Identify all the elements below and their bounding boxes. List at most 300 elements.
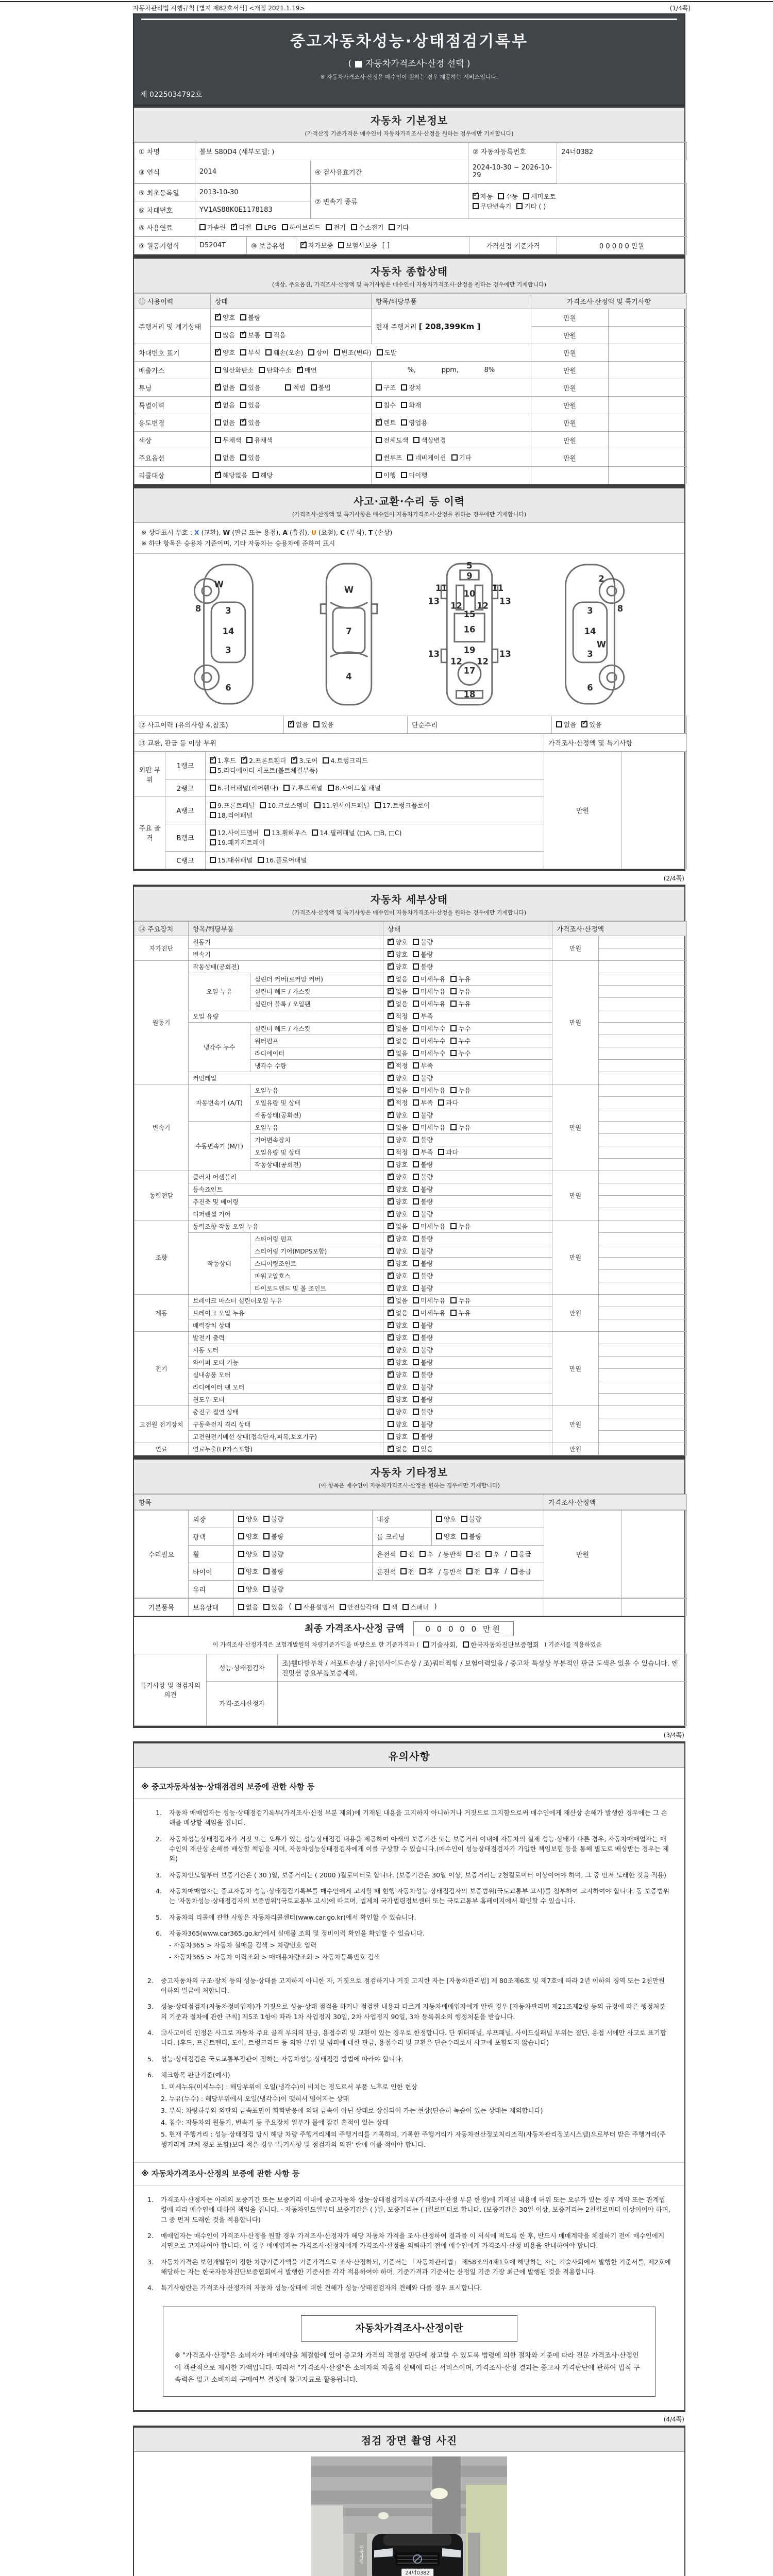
state-options (383, 1010, 552, 1022)
checkbox-전체도색[interactable] (376, 435, 408, 445)
checkbox-불량[interactable] (413, 1172, 433, 1181)
unchecked-box-icon (388, 1421, 394, 1427)
checkbox-유채색[interactable] (246, 435, 273, 445)
checkbox-누수[interactable] (450, 1024, 470, 1033)
checkbox-불량[interactable] (413, 962, 433, 971)
checkbox-양호[interactable] (388, 1419, 408, 1429)
checkbox-group (215, 418, 265, 427)
checkbox-불량[interactable] (413, 1259, 433, 1268)
checkbox-불량[interactable] (413, 1432, 433, 1441)
checkbox-구조[interactable] (376, 383, 396, 392)
checkbox-6.쿼터패널(리어휀다)[interactable] (210, 783, 278, 792)
checkbox-group (215, 330, 291, 340)
checkbox-불량[interactable] (263, 1514, 283, 1523)
unchecked-box-icon (264, 829, 270, 836)
unchecked-box-icon (511, 1568, 517, 1574)
checkbox-label: 화재 (409, 401, 422, 409)
checkbox-있음[interactable] (240, 418, 260, 427)
checkbox-일산화탄소[interactable] (215, 365, 254, 375)
section-notice (133, 1741, 685, 2413)
device-label: 전기 (135, 1331, 189, 1405)
checkbox-양호[interactable] (388, 1283, 408, 1293)
checkbox-양호[interactable] (388, 1184, 408, 1194)
field-label: ① 차명 (135, 143, 195, 160)
checkbox-없음[interactable] (388, 974, 408, 984)
checkbox-3.도어[interactable] (291, 756, 317, 765)
cell (234, 1510, 373, 1528)
checkbox-과다[interactable] (438, 1147, 458, 1157)
checkbox-렌트[interactable] (376, 418, 396, 427)
checkbox-과다[interactable] (438, 1098, 458, 1107)
checkbox-없음[interactable] (215, 453, 235, 462)
field-value: 볼보 S80D4 (세부모델: ) (195, 143, 468, 160)
checkbox-불량[interactable] (413, 1184, 433, 1194)
checkbox-매연[interactable] (297, 365, 317, 375)
state-options (383, 1257, 552, 1269)
checkbox-불량[interactable] (413, 1345, 433, 1354)
checkbox-침수[interactable] (376, 400, 396, 410)
element (161, 2257, 671, 2277)
checkbox-부족[interactable] (413, 1098, 433, 1107)
checkbox-양호[interactable] (388, 1395, 408, 1404)
checkbox-보험사보증[interactable] (338, 241, 377, 250)
checkbox-없음[interactable] (388, 1444, 408, 1453)
checkbox-불량[interactable] (413, 950, 433, 959)
checkbox-해당[interactable] (253, 470, 273, 480)
checkbox-적정[interactable] (388, 1098, 408, 1107)
checkbox-label: 양호 (395, 1272, 408, 1280)
checkbox-전[interactable] (466, 1549, 480, 1558)
checkbox-전[interactable] (400, 1549, 414, 1558)
checkbox-양호[interactable] (436, 1532, 456, 1541)
checkbox-label: 없음 (395, 1223, 408, 1230)
checkbox-없음[interactable] (388, 1024, 408, 1033)
checkbox-무단변속기[interactable] (473, 201, 511, 211)
checkbox-디젤[interactable] (231, 223, 251, 232)
checkbox-미세누유[interactable] (413, 974, 445, 984)
checkbox-양호[interactable] (388, 1197, 408, 1206)
unchecked-box-icon (240, 454, 246, 461)
checkbox-불량[interactable] (263, 1549, 283, 1558)
diagram-mark-8: 8 (195, 603, 201, 614)
element: 가격조사·산정자는 아래의 보증기간 또는 보증거리 이내에 중고자동차 성능·상태점검기록부(가격조사·산정 부분 한정)에 기재된 내용에 허위 또는 오류가 있는 경우 계약 또는 관계법령에 따라 매수인에 대하여 책임을 집니다. · 자동차인도일부터 보증기간은 ( )일, 보증거리는 ( )킬로미터로 합니다. (보증기간은 30일 이상, 보증거리는 2천킬로미터 이상이어야 하며, 그 중 먼저 도래한 것을 적용합니다) (161, 2195, 670, 2224)
checkbox-미세누유[interactable] (413, 1308, 445, 1317)
checkbox-무채색[interactable] (215, 435, 241, 445)
checkbox-양호[interactable] (388, 1407, 408, 1416)
checkbox-19.패키지트레이[interactable] (210, 838, 265, 847)
checkbox-1.후드[interactable] (210, 756, 236, 765)
checkbox-불량[interactable] (413, 1358, 433, 1367)
checkbox-있음[interactable] (240, 383, 260, 392)
checked-box-icon (388, 1174, 394, 1180)
checkbox-양호[interactable] (388, 1110, 408, 1120)
checkbox-누유[interactable] (450, 974, 470, 984)
checkbox-양호[interactable] (388, 950, 408, 959)
checkbox-없음[interactable] (388, 1048, 408, 1058)
cell: 만원 (531, 362, 609, 379)
element (161, 2231, 671, 2251)
unchecked-box-icon (413, 951, 419, 957)
element (210, 756, 540, 766)
checkbox-label: 미세누수 (421, 1049, 446, 1057)
checkbox-group (376, 418, 432, 427)
checkbox-양호[interactable] (388, 1160, 408, 1169)
checkbox-양호[interactable] (388, 1370, 408, 1379)
item-label: 타이어 (189, 1563, 234, 1580)
checkbox-미세누유[interactable] (413, 999, 445, 1008)
checkbox-label: 없음 (395, 1309, 408, 1317)
checkbox-부족[interactable] (413, 1147, 433, 1157)
checkbox-양호[interactable] (388, 1333, 408, 1342)
checkbox-양호[interactable] (238, 1549, 258, 1558)
checkbox-탄화수소[interactable] (259, 365, 291, 375)
checkbox-12.사이드멤버[interactable] (210, 828, 259, 837)
checkbox-누유[interactable] (450, 1222, 470, 1231)
checkbox-불량[interactable] (413, 1382, 433, 1392)
checkbox-자동[interactable] (473, 192, 493, 201)
checked-box-icon (388, 1310, 394, 1316)
checkbox-기타[interactable] (451, 453, 472, 462)
checkbox-group (388, 1308, 476, 1317)
checkbox-색상변경[interactable] (413, 435, 446, 445)
checkbox-누수[interactable] (450, 1048, 470, 1058)
checkbox-15.대쉬패널[interactable] (210, 855, 253, 865)
checkbox-전[interactable] (400, 1567, 414, 1576)
checkbox-있음[interactable] (313, 720, 333, 729)
checkbox-훼손(오손)[interactable] (265, 348, 303, 357)
legend-code: A (282, 529, 288, 536)
checkbox-label: 불량 (421, 1433, 433, 1440)
unchecked-box-icon (413, 1433, 419, 1439)
checkbox-없음[interactable] (215, 418, 235, 427)
checkbox-group (485, 1549, 505, 1558)
checkbox-도말[interactable] (377, 348, 397, 357)
checkbox-미세누수[interactable] (413, 1024, 445, 1033)
checkbox-있음[interactable] (263, 1602, 283, 1612)
checkbox-잭[interactable] (383, 1602, 397, 1612)
checkbox-적법[interactable] (285, 383, 305, 392)
checkbox-불량[interactable] (413, 1073, 433, 1082)
checkbox-label: 있음 (248, 384, 261, 392)
checkbox-없음[interactable] (388, 999, 408, 1008)
checkbox-4.트렁크리드[interactable] (323, 756, 367, 765)
checkbox-없음[interactable] (288, 720, 308, 729)
cell (599, 985, 687, 997)
rank-parts (206, 796, 544, 824)
checkbox-label: 디젤 (239, 224, 251, 231)
checkbox-label: 스패너 (410, 1603, 429, 1611)
checkbox-적정[interactable] (388, 1061, 408, 1070)
cell (211, 344, 531, 362)
checkbox-label: 보통 (248, 331, 261, 339)
checkbox-썬루프[interactable] (376, 453, 402, 462)
checkbox-부족[interactable] (413, 1011, 433, 1021)
checkbox-불량[interactable] (413, 1209, 433, 1218)
checkbox-화재[interactable] (401, 400, 421, 410)
checkbox-불량[interactable] (263, 1584, 283, 1594)
checkbox-10.크로스멤버[interactable] (260, 801, 309, 810)
checkbox-불량[interactable] (240, 313, 260, 322)
checkbox-양호[interactable] (388, 1271, 408, 1280)
checkbox-불량[interactable] (413, 1370, 433, 1379)
checkbox-양호[interactable] (388, 1382, 408, 1392)
unchecked-box-icon (450, 1223, 457, 1229)
checkbox-수소전기[interactable] (351, 223, 383, 232)
checkbox-영업용[interactable] (401, 418, 427, 427)
unchecked-box-icon (389, 224, 395, 230)
checkbox-수동[interactable] (498, 192, 518, 201)
unchecked-box-icon (413, 1235, 419, 1242)
checkbox-불량[interactable] (413, 1110, 433, 1120)
checkbox-후[interactable] (419, 1549, 433, 1558)
cell: 가격조사·산정액 (544, 1494, 687, 1510)
checkbox-미세누유[interactable] (413, 1222, 445, 1231)
checkbox-불량[interactable] (413, 937, 433, 946)
checkbox-변조(변타)[interactable] (334, 348, 372, 357)
unchecked-box-icon (199, 224, 206, 230)
checkbox-한국자동차진단보증협회[interactable] (463, 1640, 539, 1649)
checkbox-기술사회,[interactable] (423, 1640, 458, 1649)
checkbox-불량[interactable] (413, 1234, 433, 1243)
checkbox-미이행[interactable] (401, 470, 427, 480)
checkbox-없음[interactable] (556, 720, 576, 729)
checkbox-없음[interactable] (388, 1086, 408, 1095)
unchecked-box-icon (401, 419, 407, 426)
checkbox-group (238, 1602, 263, 1612)
checkbox-없음[interactable] (388, 1036, 408, 1045)
device-label: 원동기 (135, 960, 189, 1084)
checkbox-양호[interactable] (388, 1172, 408, 1181)
checkbox-불량[interactable] (413, 1246, 433, 1256)
checkbox-5.라디에이터 서포트(볼트체결부품)[interactable] (210, 766, 318, 775)
checkbox-label: 후 (427, 1568, 433, 1575)
checkbox-불량[interactable] (413, 1419, 433, 1429)
checkbox-양호[interactable] (388, 1234, 408, 1243)
checkbox-해당없음[interactable] (215, 470, 247, 480)
checkbox-없음[interactable] (238, 1602, 258, 1612)
element: 매매업자는 매수인이 가격조사·산정을 원할 경우 가격조사·산정자가 해당 자동차 가격을 조사·산정하여 결과를 이 서식에 적도록 한 후, 반드시 매매계약을 체결하기 전에 매수인에게 서면으로 고지하여야 합니다. 이 경우 매매업자는 가격조사·산정자에게 가격조사·산정을 의뢰하기 전에 매수인에게 가격조사·산정 비용을 안내하여야 합니다. (161, 2231, 664, 2250)
checkbox-가솔린[interactable] (199, 223, 226, 232)
checkbox-7.루프패널[interactable] (283, 783, 322, 792)
cell: ⑬ 교환, 판금 등 이상 부위 (135, 734, 544, 751)
checkbox-없음[interactable] (215, 400, 235, 410)
checkbox-양호[interactable] (388, 1135, 408, 1144)
checkbox-label: 15.대쉬패널 (217, 856, 253, 864)
checkbox-없음[interactable] (388, 1123, 408, 1132)
checkbox-양호[interactable] (388, 1209, 408, 1218)
checkbox-group (210, 838, 270, 847)
checkbox-적정[interactable] (388, 1011, 408, 1021)
checkbox-없음[interactable] (388, 1222, 408, 1231)
checked-box-icon (388, 1285, 394, 1291)
unchecked-box-icon (376, 402, 382, 408)
checkbox-label: 불량 (421, 1284, 433, 1292)
checkbox-양호[interactable] (388, 937, 408, 946)
checkbox-전기[interactable] (326, 223, 346, 232)
checkbox-label: 양호 (395, 1334, 408, 1342)
checkbox-label: 없음 (395, 1445, 408, 1453)
checkbox-응급[interactable] (511, 1549, 531, 1558)
checkbox-16.플로어패널[interactable] (258, 855, 307, 865)
checkbox-양호[interactable] (388, 962, 408, 971)
checkbox-없음[interactable] (388, 987, 408, 996)
checkbox-양호[interactable] (238, 1532, 258, 1541)
checkbox-양호[interactable] (215, 313, 235, 322)
checkbox-누유[interactable] (450, 1123, 470, 1132)
checkbox-많음[interactable] (215, 330, 235, 340)
checkbox-8.사이드실 패널[interactable] (328, 783, 381, 792)
checkbox-미세누유[interactable] (413, 1296, 445, 1305)
checkbox-양호[interactable] (388, 1073, 408, 1082)
checked-box-icon (288, 721, 294, 727)
checkbox-있음[interactable] (240, 400, 260, 410)
checkbox-미세누유[interactable] (413, 1123, 445, 1132)
checkbox-미세누유[interactable] (413, 987, 445, 996)
checkbox-양호[interactable] (388, 1345, 408, 1354)
checkbox-불량[interactable] (263, 1567, 283, 1576)
warranty-options (296, 237, 469, 255)
checkbox-있음[interactable] (581, 720, 601, 729)
checkbox-누유[interactable] (450, 1086, 470, 1095)
token-text: [ ] (382, 241, 390, 249)
checkbox-불법[interactable] (311, 383, 331, 392)
checkbox-후[interactable] (419, 1567, 433, 1576)
checkbox-불량[interactable] (413, 1283, 433, 1293)
checkbox-양호[interactable] (215, 348, 235, 357)
checked-box-icon (388, 1273, 394, 1279)
checkbox-자가보증[interactable] (300, 241, 333, 250)
unchecked-box-icon (413, 1334, 419, 1341)
notice-subitem: - 자동차365 > 자동차 이력조회 > 매매용차량조회 > 자동차등록번호 검색 (169, 1953, 380, 1961)
checkbox-후[interactable] (485, 1567, 499, 1576)
checkbox-기타 ( )[interactable] (516, 201, 546, 211)
checkbox-불량[interactable] (413, 1271, 433, 1280)
checkbox-양호[interactable] (388, 1358, 408, 1367)
checked-box-icon (388, 1396, 394, 1402)
checkbox-label: 불량 (421, 1173, 433, 1181)
cell (599, 948, 687, 960)
checked-box-icon (388, 1099, 394, 1106)
checkbox-양호[interactable] (388, 1259, 408, 1268)
unchecked-box-icon (210, 767, 216, 773)
checkbox-기타[interactable] (389, 223, 409, 232)
unchecked-box-icon (413, 1223, 419, 1229)
checkbox-label: 누유 (458, 1087, 471, 1094)
element (135, 184, 687, 236)
checkbox-불량[interactable] (413, 1395, 433, 1404)
table-row (135, 1598, 687, 1616)
checkbox-양호[interactable] (238, 1514, 258, 1523)
checkbox-없음[interactable] (388, 1296, 408, 1305)
checkbox-없음[interactable] (215, 383, 235, 392)
checkbox-보통[interactable] (240, 330, 260, 340)
checkbox-응급[interactable] (511, 1567, 531, 1576)
checkbox-18.리어패널[interactable] (210, 810, 253, 820)
checkbox-불량[interactable] (461, 1514, 481, 1523)
checkbox-누수[interactable] (450, 1036, 470, 1045)
legend-code: (판금 또는 용접), (230, 529, 283, 536)
checkbox-네비게이션[interactable] (407, 453, 446, 462)
checkbox-미세누수[interactable] (413, 1048, 445, 1058)
checkbox-양호[interactable] (388, 1246, 408, 1256)
checkbox-누유[interactable] (450, 1296, 470, 1305)
checkbox-사용설명서[interactable] (295, 1602, 334, 1612)
unchecked-box-icon (388, 1149, 394, 1155)
checkbox-누유[interactable] (450, 987, 470, 996)
checkbox-불량[interactable] (413, 1320, 433, 1330)
checkbox-group (215, 470, 278, 480)
checkbox-11.인사이드패널[interactable] (314, 801, 369, 810)
checkbox-상이[interactable] (308, 348, 328, 357)
checkbox-9.프론트패널[interactable] (210, 801, 255, 810)
item-label: 라디에이터 팬 모터 (189, 1381, 383, 1393)
checkbox-불량[interactable] (461, 1532, 481, 1541)
checkbox-미세누수[interactable] (413, 1036, 445, 1045)
checkbox-부식[interactable] (240, 348, 260, 357)
checkbox-양호[interactable] (436, 1514, 456, 1523)
checkbox-적정[interactable] (388, 1147, 408, 1157)
state-options (383, 1084, 552, 1096)
cell (211, 397, 372, 414)
item-label: 외장 (189, 1510, 234, 1528)
state-options (383, 936, 552, 948)
checkbox-누유[interactable] (450, 999, 470, 1008)
checkbox-불량[interactable] (413, 1160, 433, 1169)
checkbox-불량[interactable] (263, 1532, 283, 1541)
element (169, 1912, 671, 1922)
checkbox-부족[interactable] (413, 1061, 433, 1070)
checkbox-14.필러패널 (□A, □B, □C)[interactable] (312, 828, 401, 837)
item-label: 커먼레일 (189, 1072, 383, 1084)
checkbox-없음[interactable] (388, 1308, 408, 1317)
checkbox-누유[interactable] (450, 1308, 470, 1317)
checkbox-세미오토[interactable] (523, 192, 556, 201)
checkbox-불량[interactable] (413, 1197, 433, 1206)
unchecked-box-icon (413, 976, 419, 982)
checkbox-이행[interactable] (376, 470, 396, 480)
checkbox-미세누유[interactable] (413, 1086, 445, 1095)
checkbox-안전삼각대[interactable] (340, 1602, 378, 1612)
checkbox-적음[interactable] (265, 330, 285, 340)
checkbox-불량[interactable] (413, 1135, 433, 1144)
checkbox-스패너[interactable] (402, 1602, 429, 1612)
checkbox-LPG[interactable] (256, 224, 276, 231)
checkbox-양호[interactable] (238, 1584, 258, 1594)
unchecked-box-icon (466, 1551, 473, 1557)
checkbox-불량[interactable] (413, 1333, 433, 1342)
checkbox-label: 부식 (248, 349, 261, 357)
checkbox-있음[interactable] (240, 453, 260, 462)
checkbox-장치[interactable] (401, 383, 421, 392)
form-table (134, 293, 687, 484)
checkbox-2.프론트휀더[interactable] (241, 756, 286, 765)
unchecked-box-icon (246, 437, 253, 443)
checkbox-후[interactable] (485, 1549, 499, 1558)
checkbox-13.휠하우스[interactable] (264, 828, 307, 837)
unchecked-box-icon (388, 1409, 394, 1415)
checkbox-불량[interactable] (413, 1407, 433, 1416)
checkbox-있음[interactable] (413, 1444, 433, 1453)
checkbox-label: 10.크로스멤버 (267, 801, 309, 809)
cell: 상태 (211, 294, 372, 309)
table-row (135, 184, 687, 201)
checkbox-양호[interactable] (388, 1320, 408, 1330)
checkbox-하이브리드[interactable] (282, 223, 321, 232)
checkbox-전[interactable] (466, 1567, 480, 1576)
checkbox-17.트렁크플로어[interactable] (375, 801, 430, 810)
checkbox-양호[interactable] (388, 1432, 408, 1441)
checkbox-양호[interactable] (238, 1567, 258, 1576)
